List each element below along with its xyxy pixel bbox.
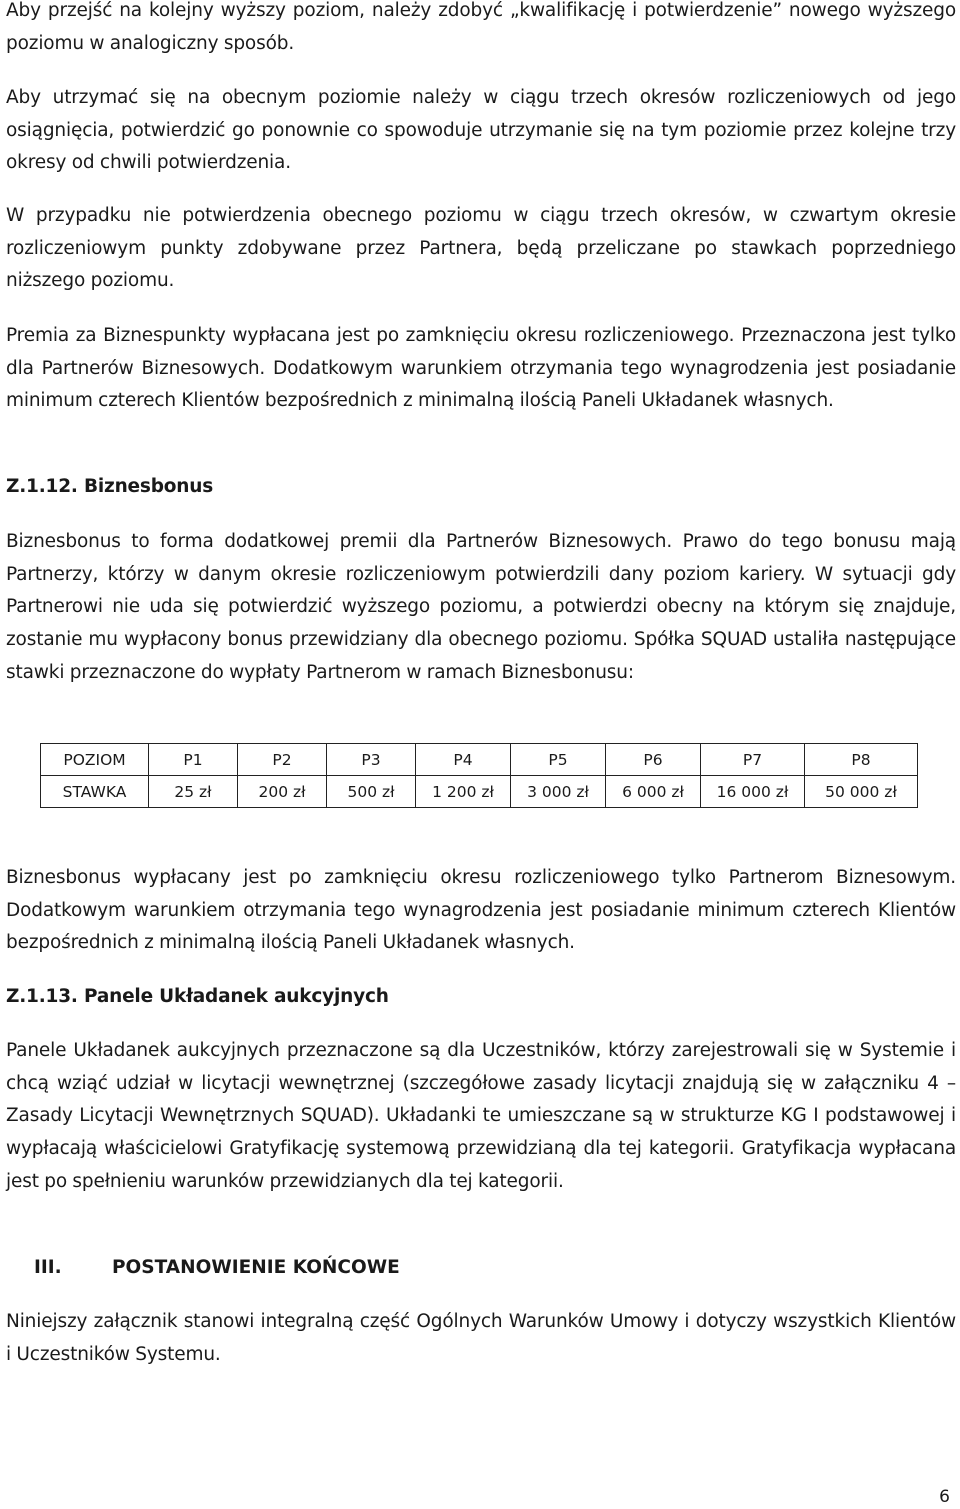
section-title: Biznesbonus (83, 476, 214, 497)
page-number: 6 (939, 1487, 950, 1507)
section-heading-biznesbonus (6, 471, 213, 503)
table-cell: P7 (701, 744, 805, 776)
section-heading-auction-panels (6, 981, 389, 1013)
table-cell: STAWKA (41, 776, 149, 808)
table-cell: 1 200 zł (416, 776, 511, 808)
bonus-rates-table (40, 743, 918, 808)
paragraph-final-provision: Niniejszy załącznik stanowi integralną część Ogólnych Warunków Umowy i dotyczy wszystkich Klientów i Uczestników Systemu. (6, 1311, 956, 1365)
table-cell: P5 (511, 744, 606, 776)
section-title: POSTANOWIENIE KOŃCOWE (112, 1257, 400, 1278)
table-cell: P2 (238, 744, 327, 776)
table-row-levels (41, 744, 918, 776)
table-cell: 50 000 zł (805, 776, 918, 808)
table-cell: 3 000 zł (511, 776, 606, 808)
paragraph-bonus-points: Premia za Biznespunkty wypłacana jest po zamknięciu okresu rozliczeniowego. Przeznaczona jest tylko dla Partnerów Biznesowych. Dodatkowym warunkiem otrzymania tego wynagrodzenia jest posiadanie minimum czterech Klientów bezpośrednich z minimalną ilością Paneli Układanek własnych. (6, 325, 956, 412)
paragraph-auction-panels: Panele Układanek aukcyjnych przeznaczone są dla Uczestników, którzy zarejestrowali się w Systemie i chcą wziąć udział w licytacji wewnętrznej (szczegółowe zasady licytacji znajdują się w załączniku 4 – Zasady Licytacji Wewnętrznych SQUAD). Układanki te umieszczane są w strukturze KG I podstawowej i wypłacają właścicielowi Gratyfikację systemową przewidzianą dla tej kategorii. Gratyfikacja wypłacana jest po spełnieniu warunków przewidzianych dla tej kategorii. (6, 1040, 956, 1192)
table-cell: 16 000 zł (701, 776, 805, 808)
table-cell: P3 (327, 744, 416, 776)
paragraph-biznesbonus-description: Biznesbonus to forma dodatkowej premii dla Partnerów Biznesowych. Prawo do tego bonusu mają Partnerzy, którzy w danym okresie rozliczeniowym potwierdzili dany poziom kariery. W sytuacji gdy Partnerowi nie uda się potwierdzić wyższego poziomu, a potwierdzi obecny na którym się znajduje, zostanie mu wypłacony bonus przewidziany dla obecnego poziomu. Spółka SQUAD ustaliła następujące stawki przeznaczone do wypłaty Partnerom w ramach Biznesbonusu: (6, 531, 956, 683)
paragraph-maintain-level: Aby utrzymać się na obecnym poziomie należy w ciągu trzech okresów rozliczeniowych od jego osiągnięcia, potwierdzić go ponownie co spowoduje utrzymanie się na tym poziomie przez kolejne trzy okresy od chwili potwierdzenia. (6, 87, 956, 174)
table-cell: P6 (606, 744, 701, 776)
table-row-rates (41, 776, 918, 808)
table-cell: 25 zł (149, 776, 238, 808)
table-cell: 500 zł (327, 776, 416, 808)
paragraph-biznesbonus-payment: Biznesbonus wypłacany jest po zamknięciu okresu rozliczeniowego tylko Partnerom Biznesowym. Dodatkowym warunkiem otrzymania tego wynagrodzenia jest posiadanie minimum czterech Klientów bezpośrednich z minimalną ilością Paneli Układanek własnych. (6, 867, 956, 954)
section-number: Z.1.12. (6, 476, 78, 497)
paragraph-no-confirmation: W przypadku nie potwierdzenia obecnego poziomu w ciągu trzech okresów, w czwartym okresie rozliczeniowym punkty zdobywane przez Partnera, będą przeliczane po stawkach poprzedniego niższego poziomu. (6, 205, 956, 292)
section-number: III. (34, 1257, 62, 1278)
section-title: Panele Układanek aukcyjnych (83, 986, 389, 1007)
table-cell: 6 000 zł (606, 776, 701, 808)
paragraph-next-level: Aby przejść na kolejny wyższy poziom, należy zdobyć „kwalifikację i potwierdzenie” nowego wyższego poziomu w analogiczny sposób. (6, 0, 956, 54)
table-cell: P4 (416, 744, 511, 776)
section-number: Z.1.13. (6, 986, 78, 1007)
table-cell: P8 (805, 744, 918, 776)
table-cell: 200 zł (238, 776, 327, 808)
table-cell: POZIOM (41, 744, 149, 776)
table-cell: P1 (149, 744, 238, 776)
section-heading-final (34, 1252, 400, 1284)
